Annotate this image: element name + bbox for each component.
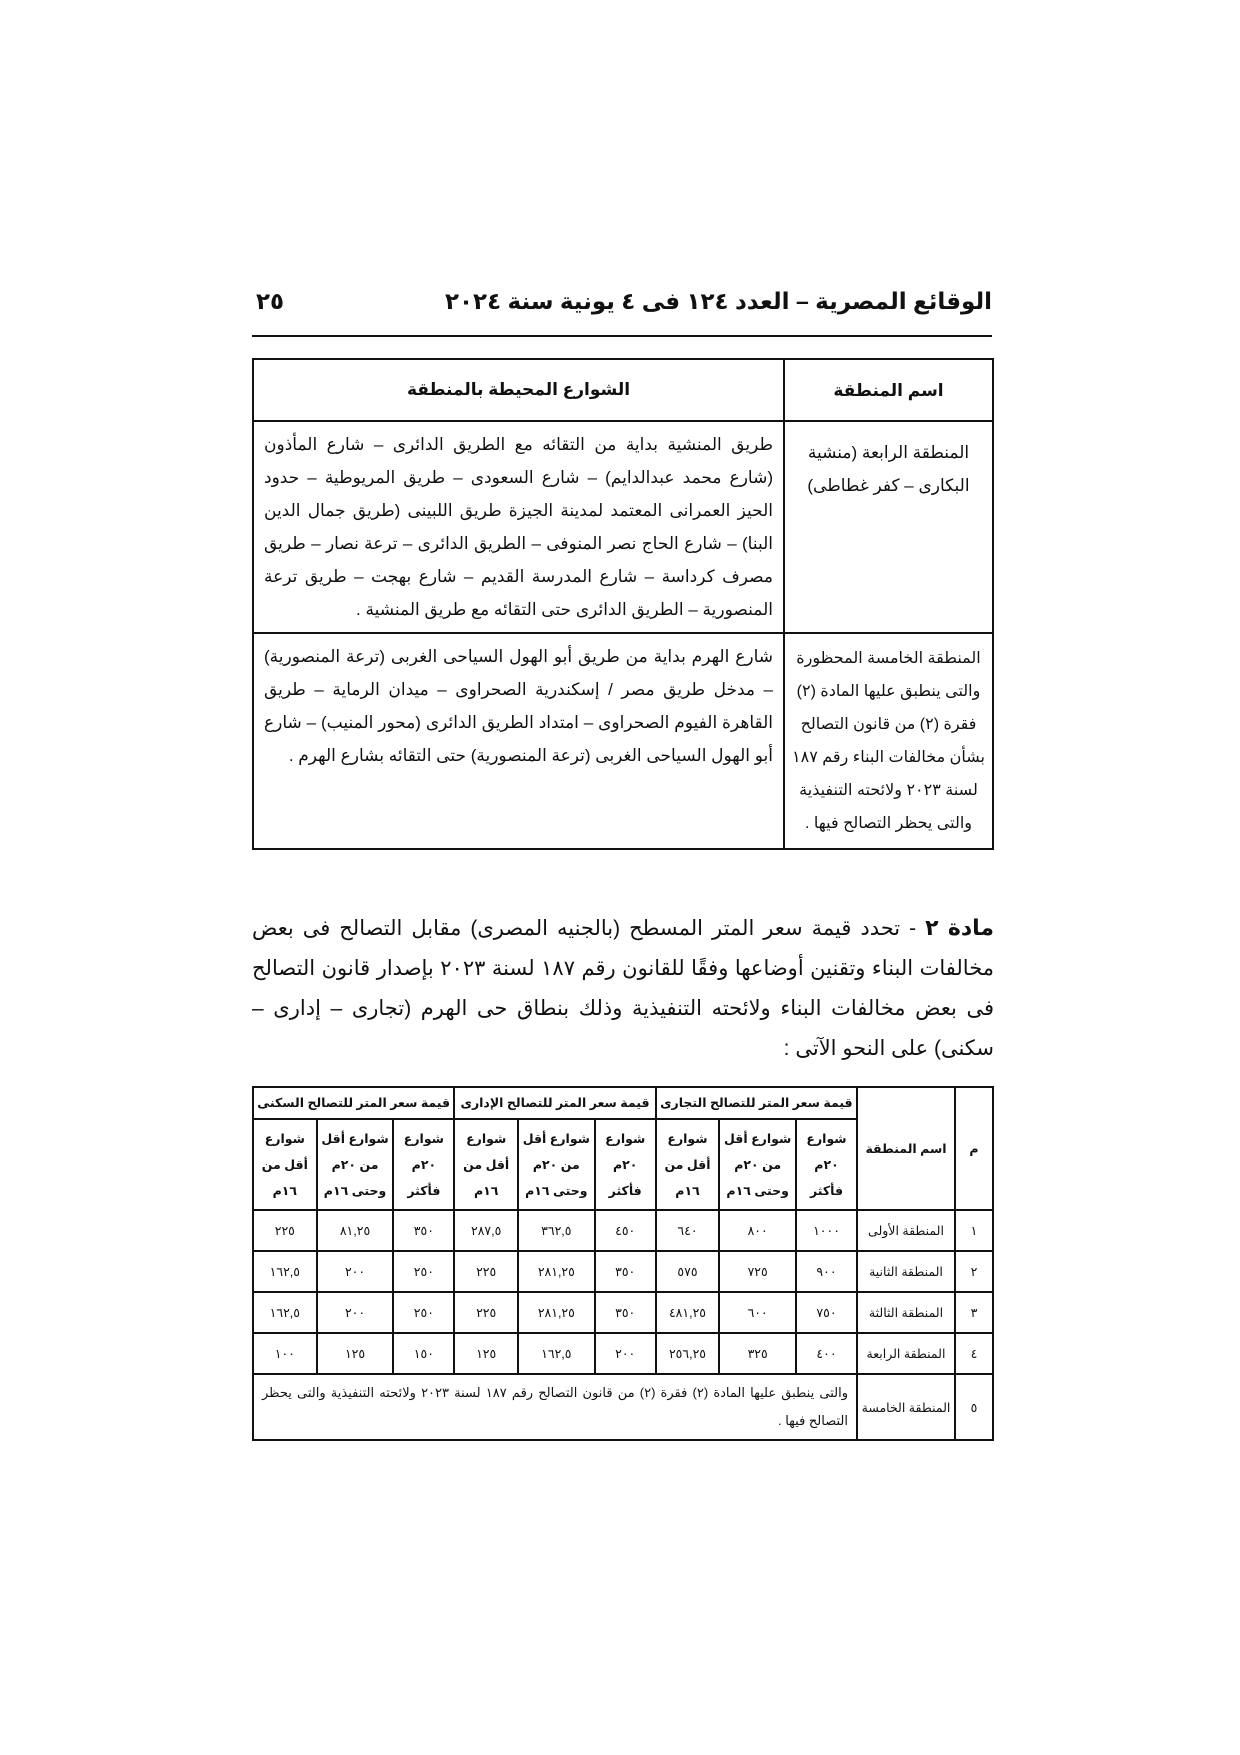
gazette-title: الوقائع المصرية – العدد ١٢٤ فى ٤ يونية سنة ٢٠٢٤ xyxy=(444,288,992,314)
price-cell: ٣٢٥ xyxy=(719,1333,796,1374)
price-cell: ٢٢٥ xyxy=(454,1292,518,1333)
num-header: م xyxy=(955,1087,993,1210)
streets-cell: طريق المنشية بداية من التقائه مع الطريق الدائرى – شارع المأذون (شارع محمد عبدالدايم) – شارع السعودى – طريق المريوطية – حدود الحيز العمرانى المعتمد لمدينة الجيزة طريق اللبينى (طريق جمال الدين البنا) – شارع الحاج نصر المنوفى – الطريق الدائرى – ترعة نصار – طريق مصرف كرداسة – شارع المدرسة القديم – شارع بهجت – طريق ترعة المنصورية – الطريق الدائرى حتى التقائه مع طريق المنشية . xyxy=(253,421,784,633)
article-label: مادة ٢ xyxy=(925,915,994,940)
price-cell: ٢٨١,٢٥ xyxy=(518,1251,595,1292)
row-number: ١ xyxy=(955,1210,993,1251)
price-cell: ٣٥٠ xyxy=(393,1210,454,1251)
price-cell: ٢٢٥ xyxy=(253,1210,317,1251)
price-cell: ١٠٠٠ xyxy=(796,1210,857,1251)
subheader-under-16m: شوارع أقل من ١٦م xyxy=(253,1119,317,1210)
row-zone: المنطقة الثالثة xyxy=(857,1292,955,1333)
subheader-20m-plus: شوارع ٢٠م فأكثر xyxy=(595,1119,656,1210)
streets-cell: شارع الهرم بداية من طريق أبو الهول السياحى الغربى (ترعة المنصورية) – مدخل طريق مصر / إسكندرية الصحراوى – ميدان الرماية – طريق القاهرة الفيوم الصحراوى – امتداد الطريق الدائرى (محور المنيب) – شارع أبو الهول السياحى الغربى (ترعة المنصورية) حتى التقائه بشارع الهرم . xyxy=(253,633,784,849)
row-note: والتى ينطبق عليها المادة (٢) فقرة (٢) من قانون التصالح رقم ١٨٧ لسنة ٢٠٢٣ ولائحته التنفيذية والتى يحظر التصالح فيها . xyxy=(253,1374,857,1440)
price-table xyxy=(252,1086,994,1441)
subheader-under-16m: شوارع أقل من ١٦م xyxy=(454,1119,518,1210)
row-number: ٣ xyxy=(955,1292,993,1333)
zones-streets-table xyxy=(252,358,994,850)
table-row xyxy=(253,1292,993,1333)
price-cell: ٨٠٠ xyxy=(719,1210,796,1251)
price-cell: ٥٧٥ xyxy=(656,1251,720,1292)
zone-cell: المنطقة الرابعة (منشية البكارى – كفر غطاطى) xyxy=(784,421,993,633)
table-row xyxy=(253,1374,993,1440)
price-cell: ٢٢٥ xyxy=(454,1251,518,1292)
price-cell: ١٢٥ xyxy=(317,1333,394,1374)
price-cell: ٣٦٢,٥ xyxy=(518,1210,595,1251)
price-cell: ٨١,٢٥ xyxy=(317,1210,394,1251)
table-row xyxy=(253,421,993,633)
price-cell: ١٢٥ xyxy=(454,1333,518,1374)
page-header xyxy=(252,288,992,324)
subheader-16-20m: شوارع أقل من ٢٠م وحتى ١٦م xyxy=(317,1119,394,1210)
row-number: ٥ xyxy=(955,1374,993,1440)
price-cell: ١٠٠ xyxy=(253,1333,317,1374)
price-cell: ٣٥٠ xyxy=(595,1292,656,1333)
zone-name-header: اسم المنطقة xyxy=(857,1087,955,1210)
row-zone: المنطقة الأولى xyxy=(857,1210,955,1251)
price-cell: ٢٥٠ xyxy=(393,1292,454,1333)
row-zone: المنطقة الثانية xyxy=(857,1251,955,1292)
price-cell: ٣٥٠ xyxy=(595,1251,656,1292)
subheader-16-20m: شوارع أقل من ٢٠م وحتى ١٦م xyxy=(518,1119,595,1210)
administrative-group-header: قيمة سعر المتر للتصالح الإدارى xyxy=(454,1087,655,1119)
price-cell: ٧٥٠ xyxy=(796,1292,857,1333)
table-header-row xyxy=(253,1087,993,1119)
table-row xyxy=(253,1251,993,1292)
table-row xyxy=(253,1333,993,1374)
zone-name-header: اسم المنطقة xyxy=(784,359,993,421)
price-cell: ٤٠٠ xyxy=(796,1333,857,1374)
subheader-20m-plus: شوارع ٢٠م فأكثر xyxy=(796,1119,857,1210)
header-divider xyxy=(252,335,992,337)
price-cell: ٦٠٠ xyxy=(719,1292,796,1333)
row-zone: المنطقة الخامسة xyxy=(857,1374,955,1440)
price-cell: ٧٢٥ xyxy=(719,1251,796,1292)
price-cell: ١٦٢,٥ xyxy=(518,1333,595,1374)
price-cell: ٦٤٠ xyxy=(656,1210,720,1251)
price-cell: ٢٥٦,٢٥ xyxy=(656,1333,720,1374)
article-2-paragraph xyxy=(252,908,994,1069)
subheader-16-20m: شوارع أقل من ٢٠م وحتى ١٦م xyxy=(719,1119,796,1210)
commercial-group-header: قيمة سعر المتر للتصالح التجارى xyxy=(656,1087,857,1119)
residential-group-header: قيمة سعر المتر للتصالح السكنى xyxy=(253,1087,454,1119)
price-cell: ٩٠٠ xyxy=(796,1251,857,1292)
price-cell: ٢٠٠ xyxy=(595,1333,656,1374)
price-table-body xyxy=(253,1210,993,1374)
page-number: ٢٥ xyxy=(256,288,285,314)
price-cell: ١٦٢,٥ xyxy=(253,1251,317,1292)
price-cell: ٢٠٠ xyxy=(317,1292,394,1333)
price-cell: ١٥٠ xyxy=(393,1333,454,1374)
zone-cell: المنطقة الخامسة المحظورة والتى ينطبق عليها المادة (٢) فقرة (٢) من قانون التصالح بشأن مخالفات البناء رقم ١٨٧ لسنة ٢٠٢٣ ولائحته التنفيذية والتى يحظر التصالح فيها . xyxy=(784,633,993,849)
price-cell: ٢٥٠ xyxy=(393,1251,454,1292)
price-cell: ٤٨١,٢٥ xyxy=(656,1292,720,1333)
table-row xyxy=(253,633,993,849)
price-cell: ٤٥٠ xyxy=(595,1210,656,1251)
price-cell: ٢٨٧,٥ xyxy=(454,1210,518,1251)
subheader-under-16m: شوارع أقل من ١٦م xyxy=(656,1119,720,1210)
subheader-20m-plus: شوارع ٢٠م فأكثر xyxy=(393,1119,454,1210)
row-number: ٢ xyxy=(955,1251,993,1292)
price-cell: ٢٠٠ xyxy=(317,1251,394,1292)
table-row xyxy=(253,1210,993,1251)
price-cell: ١٦٢,٥ xyxy=(253,1292,317,1333)
row-zone: المنطقة الرابعة xyxy=(857,1333,955,1374)
table-header-row xyxy=(253,359,993,421)
price-cell: ٢٨١,٢٥ xyxy=(518,1292,595,1333)
article-text: - تحدد قيمة سعر المتر المسطح (بالجنيه المصرى) مقابل التصالح فى بعض مخالفات البناء وتقنين أوضاعها وفقًا للقانون رقم ١٨٧ لسنة ٢٠٢٣ بإصدار قانون التصالح فى بعض مخالفات البناء ولائحته التنفيذية وذلك بنطاق حى الهرم (تجارى – إدارى – سكنى) على النحو الآتى : xyxy=(252,917,994,1060)
streets-header: الشوارع المحيطة بالمنطقة xyxy=(253,359,784,421)
row-number: ٤ xyxy=(955,1333,993,1374)
